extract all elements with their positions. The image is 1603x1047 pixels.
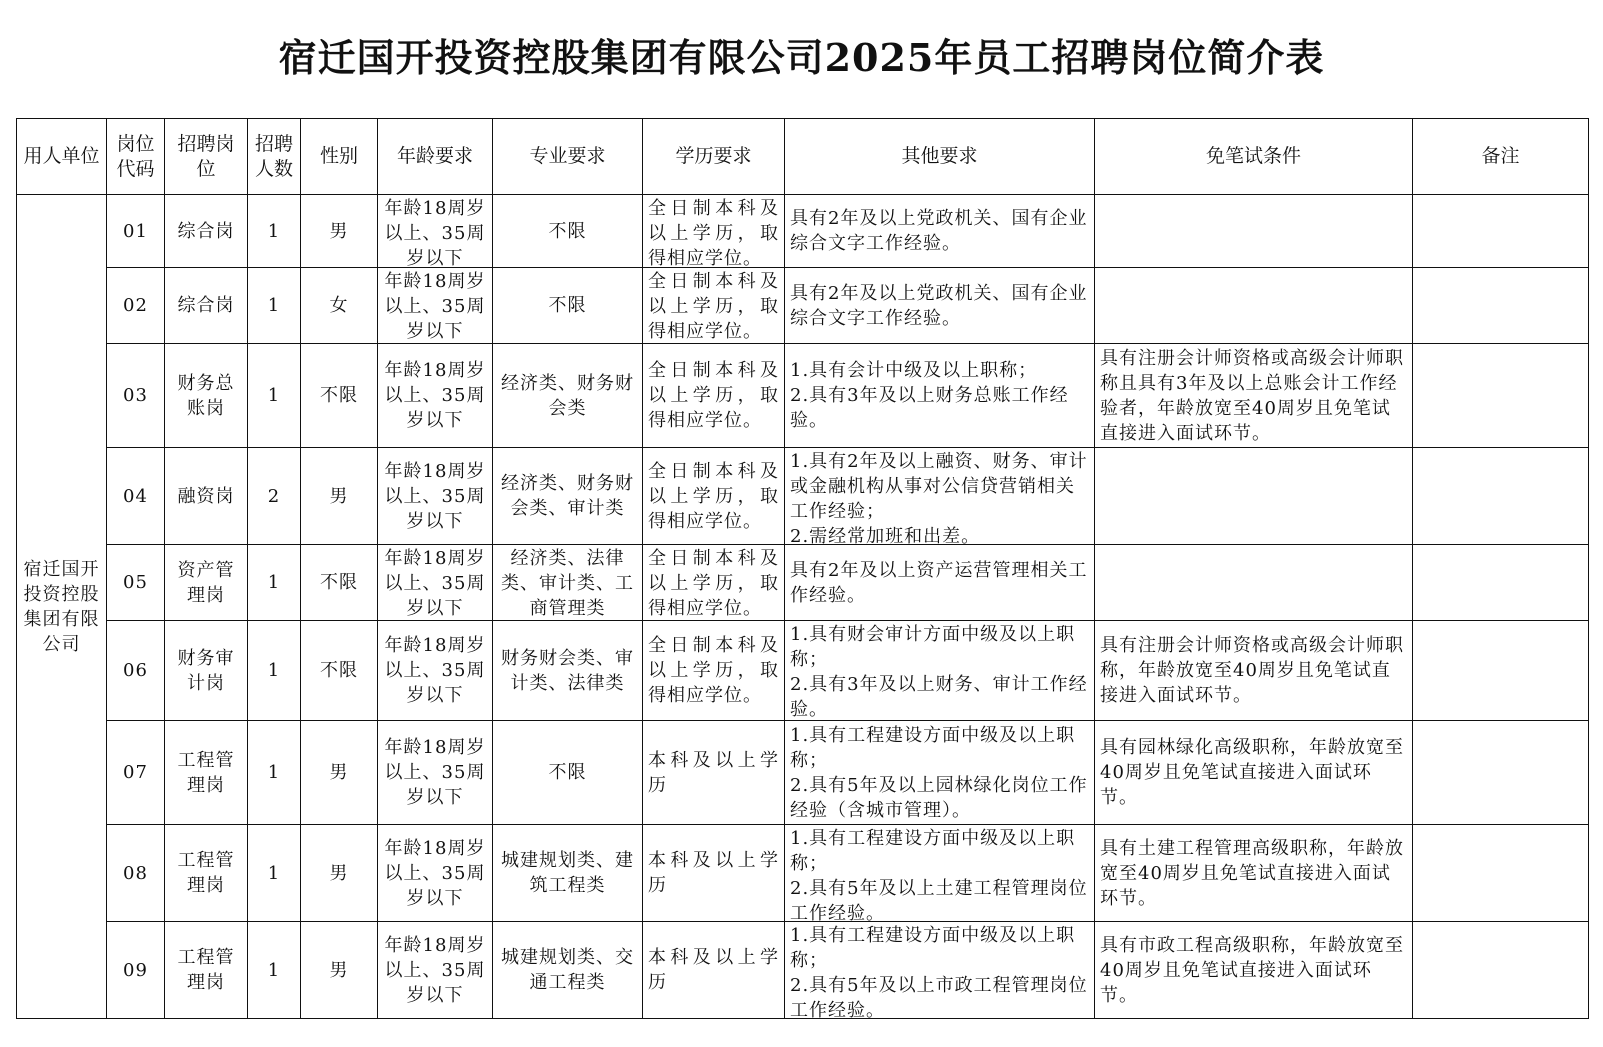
cell-position-text: 财务审计岗 [177,647,235,694]
header-gender: 性别 [301,119,378,195]
cell-other [785,268,1095,344]
cell-position-text: 工程管理岗 [177,850,235,896]
cell-gender [301,344,378,448]
cell-age [378,195,493,268]
cell-gender [301,922,378,1019]
cell-remark [1413,344,1589,448]
cell-remark [1413,195,1589,268]
cell-major-text: 财务财会类、审计类、法律类 [501,647,634,694]
cell-education-text: 全日制本科及以上学历，取得相应学位。 [648,270,779,342]
cell-exempt [1095,922,1413,1019]
cell-other-text: 1.具有会计中级及以上职称； 2.具有3年及以上财务总账工作经验。 [790,360,1069,431]
page-title: 宿迁国开投资控股集团有限公司2025年员工招聘岗位简介表 [278,35,1325,80]
table-row [17,721,1589,825]
cell-education [643,195,785,268]
header-exempt: 免笔试条件 [1095,119,1413,195]
cell-position [165,721,248,825]
cell-age-text: 年龄18周岁以上、35周岁以下 [384,837,486,909]
cell-other-text: 1.具有财会审计方面中级及以上职称； 2.具有3年及以上财务、审计工作经验。 [790,623,1088,720]
cell-other [785,195,1095,268]
header-code: 岗位代码 [107,119,165,195]
cell-gender-text: 不限 [320,572,358,593]
cell-exempt-text: 具有注册会计师资格或高级会计师职称且具有3年及以上总账会计工作经验者，年龄放宽至40周岁且免笔试直接进入面试环节。 [1100,347,1404,444]
cell-code-text: 03 [123,385,148,406]
cell-count-text: 1 [267,572,281,593]
cell-code-text: 08 [123,862,148,884]
cell-exempt [1095,621,1413,721]
cell-position [165,268,248,344]
cell-gender-text: 不限 [320,385,358,406]
cell-education [643,922,785,1019]
cell-other [785,721,1095,825]
cell-gender-text: 男 [329,220,349,242]
cell-position [165,448,248,545]
cell-code [107,344,165,448]
cell-major [493,621,643,721]
cell-exempt [1095,825,1413,922]
cell-code [107,448,165,545]
cell-position-text: 综合岗 [177,295,235,316]
cell-other [785,825,1095,922]
cell-count [248,195,301,268]
cell-gender-text: 男 [329,485,349,507]
cell-gender-text: 不限 [320,660,358,681]
cell-major-text: 不限 [548,295,587,316]
cell-remark [1413,448,1589,545]
table-row [17,621,1589,721]
cell-gender [301,268,378,344]
cell-gender [301,721,378,825]
cell-age-text: 年龄18周岁以上、35周岁以下 [384,270,486,342]
header-education: 学历要求 [643,119,785,195]
recruitment-table [16,118,1589,1019]
cell-gender-text: 女 [329,295,349,316]
cell-count [248,825,301,922]
cell-education-text: 本科及以上学历 [648,749,779,796]
header-remark: 备注 [1413,119,1589,195]
table-row [17,448,1589,545]
header-major: 专业要求 [493,119,643,195]
cell-gender [301,545,378,621]
cell-position-text: 融资岗 [177,485,235,507]
cell-code [107,825,165,922]
cell-count [248,621,301,721]
cell-count-text: 2 [267,485,281,507]
cell-count [248,268,301,344]
table-row [17,344,1589,448]
table-row [17,922,1589,1019]
cell-age [378,448,493,545]
cell-gender [301,195,378,268]
table-row [17,545,1589,621]
cell-code [107,545,165,621]
cell-major-text: 城建规划类、建筑工程类 [501,850,634,896]
cell-other [785,621,1095,721]
cell-major-text: 不限 [548,762,587,783]
header-position: 招聘岗位 [165,119,248,195]
cell-age [378,721,493,825]
cell-major [493,721,643,825]
cell-gender-text: 男 [329,862,349,884]
cell-major [493,545,643,621]
cell-count [248,448,301,545]
cell-remark [1413,268,1589,344]
cell-education [643,621,785,721]
cell-count-text: 1 [267,295,281,316]
cell-count [248,545,301,621]
cell-count-text: 1 [267,220,281,242]
cell-other-text: 1.具有工程建设方面中级及以上职称； 2.具有5年及以上园林绿化岗位工作经验（含城市管理）。 [790,724,1088,821]
cell-position-text: 工程管理岗 [177,749,235,796]
cell-gender-text: 男 [329,762,349,783]
cell-code-text: 02 [123,295,148,316]
cell-age-text: 年龄18周岁以上、35周岁以下 [384,737,486,808]
cell-age [378,545,493,621]
cell-other-text: 1.具有工程建设方面中级及以上职称； 2.具有5年及以上土建工程管理岗位工作经验。 [790,827,1088,921]
cell-education [643,721,785,825]
header-age: 年龄要求 [378,119,493,195]
header-count: 招聘人数 [248,119,301,195]
cell-count-text: 1 [267,862,281,884]
cell-exempt [1095,448,1413,545]
cell-remark [1413,825,1589,922]
cell-education-text: 本科及以上学历 [648,947,779,993]
cell-exempt-text: 具有注册会计师资格或高级会计师职称，年龄放宽至40周岁且免笔试直接进入面试环节。 [1100,635,1404,706]
cell-count [248,344,301,448]
cell-education-text: 本科及以上学历 [648,850,779,896]
cell-age-text: 年龄18周岁以上、35周岁以下 [384,635,486,706]
cell-other-text: 具有2年及以上党政机关、国有企业综合文字工作经验。 [790,208,1088,254]
table-row [17,268,1589,344]
cell-other [785,922,1095,1019]
cell-remark [1413,721,1589,825]
cell-education [643,344,785,448]
cell-exempt [1095,268,1413,344]
cell-count-text: 1 [267,762,281,783]
cell-position [165,344,248,448]
cell-count-text: 1 [267,385,281,406]
cell-major-text: 城建规划类、交通工程类 [501,947,634,993]
cell-exempt-text: 具有园林绿化高级职称，年龄放宽至40周岁且免笔试直接进入面试环节。 [1100,737,1404,808]
cell-other-text: 具有2年及以上党政机关、国有企业综合文字工作经验。 [790,282,1088,329]
cell-age-text: 年龄18周岁以上、35周岁以下 [384,360,486,431]
cell-education-text: 全日制本科及以上学历，取得相应学位。 [648,197,779,267]
cell-position [165,825,248,922]
cell-position-text: 工程管理岗 [177,947,235,993]
cell-other [785,344,1095,448]
cell-age-text: 年龄18周岁以上、35周岁以下 [384,547,486,619]
table-row [17,195,1589,268]
cell-remark [1413,922,1589,1019]
cell-major-text: 不限 [548,220,587,242]
cell-education [643,448,785,545]
cell-education [643,545,785,621]
cell-age-text: 年龄18周岁以上、35周岁以下 [384,197,486,267]
cell-education [643,825,785,922]
cell-code-text: 09 [123,959,148,981]
cell-count-text: 1 [267,959,281,981]
cell-other [785,545,1095,621]
cell-code [107,721,165,825]
cell-major-text: 经济类、财务财会类 [501,372,634,419]
cell-code-text: 06 [123,660,148,681]
cell-education [643,268,785,344]
cell-age [378,825,493,922]
cell-gender-text: 男 [329,959,349,981]
cell-gender [301,825,378,922]
cell-education-text: 全日制本科及以上学历，取得相应学位。 [648,635,779,706]
cell-position-text: 资产管理岗 [177,559,235,606]
cell-age [378,344,493,448]
cell-age [378,621,493,721]
cell-major [493,195,643,268]
cell-other-text: 1.具有工程建设方面中级及以上职称； 2.具有5年及以上市政工程管理岗位工作经验。 [790,924,1088,1018]
cell-position-text: 综合岗 [177,220,235,242]
header-row [17,119,1589,195]
cell-position [165,545,248,621]
cell-code-text: 01 [123,220,148,242]
cell-code [107,195,165,268]
cell-count [248,922,301,1019]
cell-exempt [1095,545,1413,621]
cell-remark [1413,621,1589,721]
header-unit: 用人单位 [17,119,107,195]
cell-code-text: 05 [123,572,148,593]
cell-exempt [1095,344,1413,448]
cell-position [165,922,248,1019]
cell-code [107,922,165,1019]
cell-position [165,621,248,721]
cell-count-text: 1 [267,660,281,681]
table-row [17,825,1589,922]
cell-code [107,268,165,344]
cell-gender [301,621,378,721]
cell-education-text: 全日制本科及以上学历，取得相应学位。 [648,460,779,532]
cell-position [165,195,248,268]
cell-remark [1413,545,1589,621]
cell-position-text: 财务总账岗 [177,372,235,419]
cell-unit: 宿迁国开投资控股集团有限公司 [17,195,107,1019]
cell-code-text: 07 [123,762,148,783]
cell-major [493,922,643,1019]
cell-other [785,448,1095,545]
cell-major [493,268,643,344]
cell-major-text: 经济类、法律类、审计类、工商管理类 [501,547,634,619]
cell-other-text: 1.具有2年及以上融资、财务、审计或金融机构从事对公信贷营销相关工作经验； 2.需经常加班和出差。 [790,450,1088,544]
cell-age [378,922,493,1019]
cell-major [493,448,643,545]
cell-exempt [1095,195,1413,268]
cell-education-text: 全日制本科及以上学历，取得相应学位。 [648,360,779,431]
cell-code-text: 04 [123,485,148,507]
cell-exempt [1095,721,1413,825]
cell-major [493,825,643,922]
header-other: 其他要求 [785,119,1095,195]
cell-age [378,268,493,344]
cell-count [248,721,301,825]
cell-education-text: 全日制本科及以上学历，取得相应学位。 [648,547,779,619]
cell-code [107,621,165,721]
cell-age-text: 年龄18周岁以上、35周岁以下 [384,460,486,532]
cell-exempt-text: 具有土建工程管理高级职称，年龄放宽至40周岁且免笔试直接进入面试环节。 [1100,837,1404,909]
cell-age-text: 年龄18周岁以上、35周岁以下 [384,934,486,1006]
cell-major-text: 经济类、财务财会类、审计类 [501,473,634,519]
cell-gender [301,448,378,545]
cell-major [493,344,643,448]
cell-other-text: 具有2年及以上资产运营管理相关工作经验。 [790,559,1088,606]
cell-exempt-text: 具有市政工程高级职称，年龄放宽至40周岁且免笔试直接进入面试环节。 [1100,934,1404,1006]
